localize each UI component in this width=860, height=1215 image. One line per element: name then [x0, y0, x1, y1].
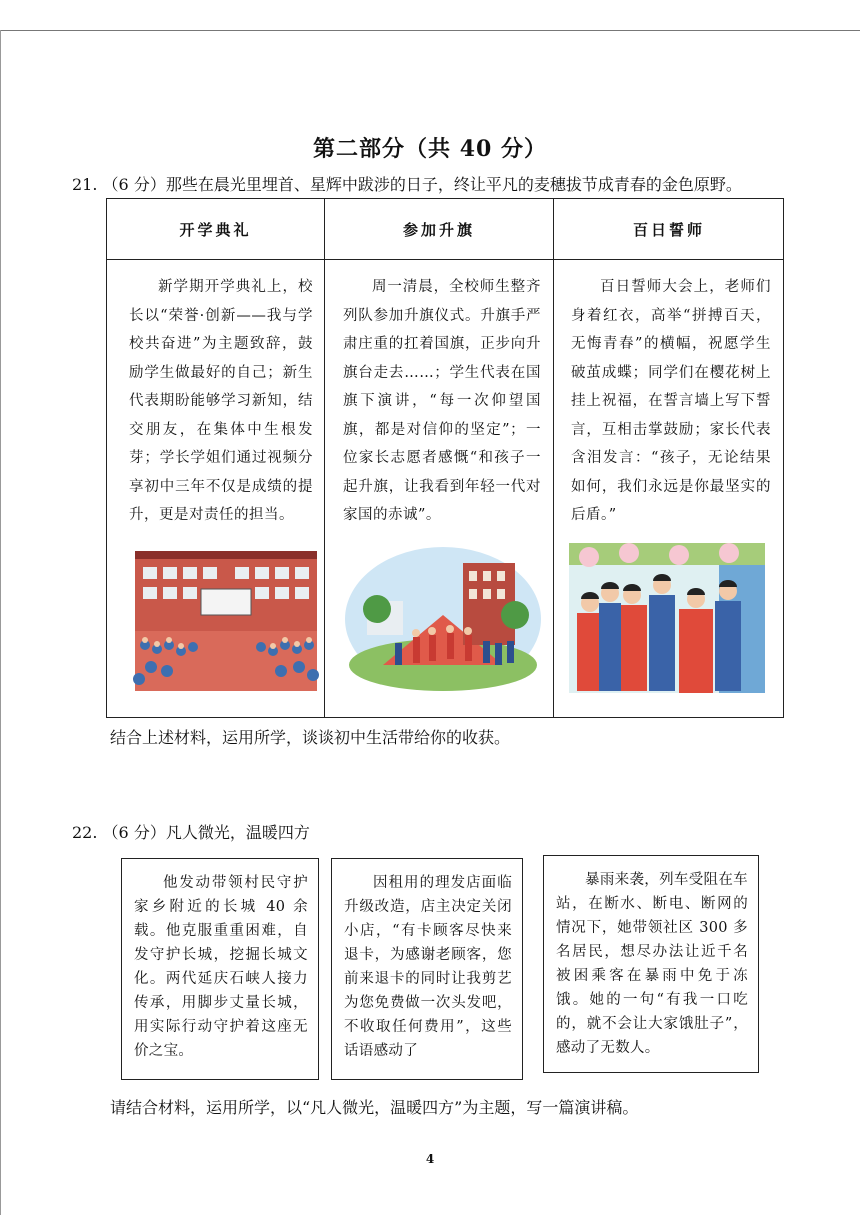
- left-rule: [0, 30, 1, 1215]
- hundred-day-pledge-illustration: [569, 543, 765, 693]
- material-flag-raising: 周一清晨，全校师生整齐列队参加升旗仪式。升旗手严肃庄重的扛着国旗，正步向升旗台走去……；学生代表在国旗下演讲，“每一次仰望国旗，都是对信仰的坚定”；一位家长志愿者感慨“和孩子一起升旗，让我看到年轻一代对家国的赤诚”。: [343, 279, 541, 523]
- question-21-stem: [72, 175, 742, 195]
- question-22-number: 22.: [72, 823, 98, 842]
- flag-raising-illustration: [343, 545, 543, 693]
- question-22-text: （6 分）凡人微光，温暖四方: [102, 823, 310, 842]
- top-rule: [0, 30, 860, 31]
- material-box-great-wall-guardian: 他发动带领村民守护家乡附近的长城 40 余载。他克服重重困难，自发守护长城，挖掘长城文化。两代延庆石峡人接力传承，用脚步丈量长城，用实际行动守护着这座无价之宝。: [121, 858, 319, 1080]
- page-number: 4: [425, 1152, 435, 1166]
- table-divider: [553, 199, 554, 717]
- question-22-stem: [72, 823, 310, 843]
- table-header-divider: [107, 259, 783, 260]
- part-title: 第二部分（共 40 分）: [313, 136, 547, 162]
- table-header-flag-raising: 参加升旗: [402, 220, 475, 239]
- material-box-barber-shop: 因租用的理发店面临升级改造，店主决定关闭小店，“有卡顾客尽快来退卡，为感谢老顾客，您前来退卡的同时让我剪艺为您免费做一次头发吧，不收取任何费用”，这些话语感动了: [331, 858, 523, 1080]
- table-divider: [324, 199, 325, 717]
- question-21-table: [106, 198, 784, 718]
- question-22-prompt: 请结合材料，运用所学，以“凡人微光，温暖四方”为主题，写一篇演讲稿。: [110, 1098, 639, 1117]
- material-box-rainstorm-rescue: 暴雨来袭，列车受阻在车站，在断水、断电、断网的情况下，她带领社区 300 多名居民，想尽办法让近千名被困乘客在暴雨中免于冻饿。她的一句“有我一口吃的，就不会让大家饿肚子”，感动了无数人。: [543, 855, 759, 1073]
- question-21-text: （6 分）那些在晨光里埋首、星辉中跋涉的日子，终让平凡的麦穗拔节成青春的金色原野。: [102, 175, 742, 194]
- material-opening-ceremony: 新学期开学典礼上，校长以“荣誉·创新——我与学校共奋进”为主题致辞，鼓励学生做最好的自己；新生代表期盼能够学习新知，结交朋友，在集体中生根发芽；学长学姐们通过视频分享初中三年不仅是成绩的提升，更是对责任的担当。: [129, 279, 313, 523]
- question-21-number: 21.: [72, 175, 98, 194]
- question-21-prompt: 结合上述材料，运用所学，谈谈初中生活带给你的收获。: [110, 728, 511, 747]
- opening-ceremony-illustration: [131, 545, 321, 691]
- material-hundred-day-pledge: 百日誓师大会上，老师们身着红衣，高举“拼搏百天，无悔青春”的横幅，祝愿学生破茧成蝶；同学们在樱花树上挂上祝福，在誓言墙上写下誓言，互相击掌鼓励；家长代表含泪发言：“孩子，无论结果如何，我们永远是你最坚实的后盾。”: [571, 279, 771, 523]
- table-header-hundred-day-pledge: 百日誓师: [632, 220, 705, 239]
- table-header-opening-ceremony: 开学典礼: [179, 220, 252, 239]
